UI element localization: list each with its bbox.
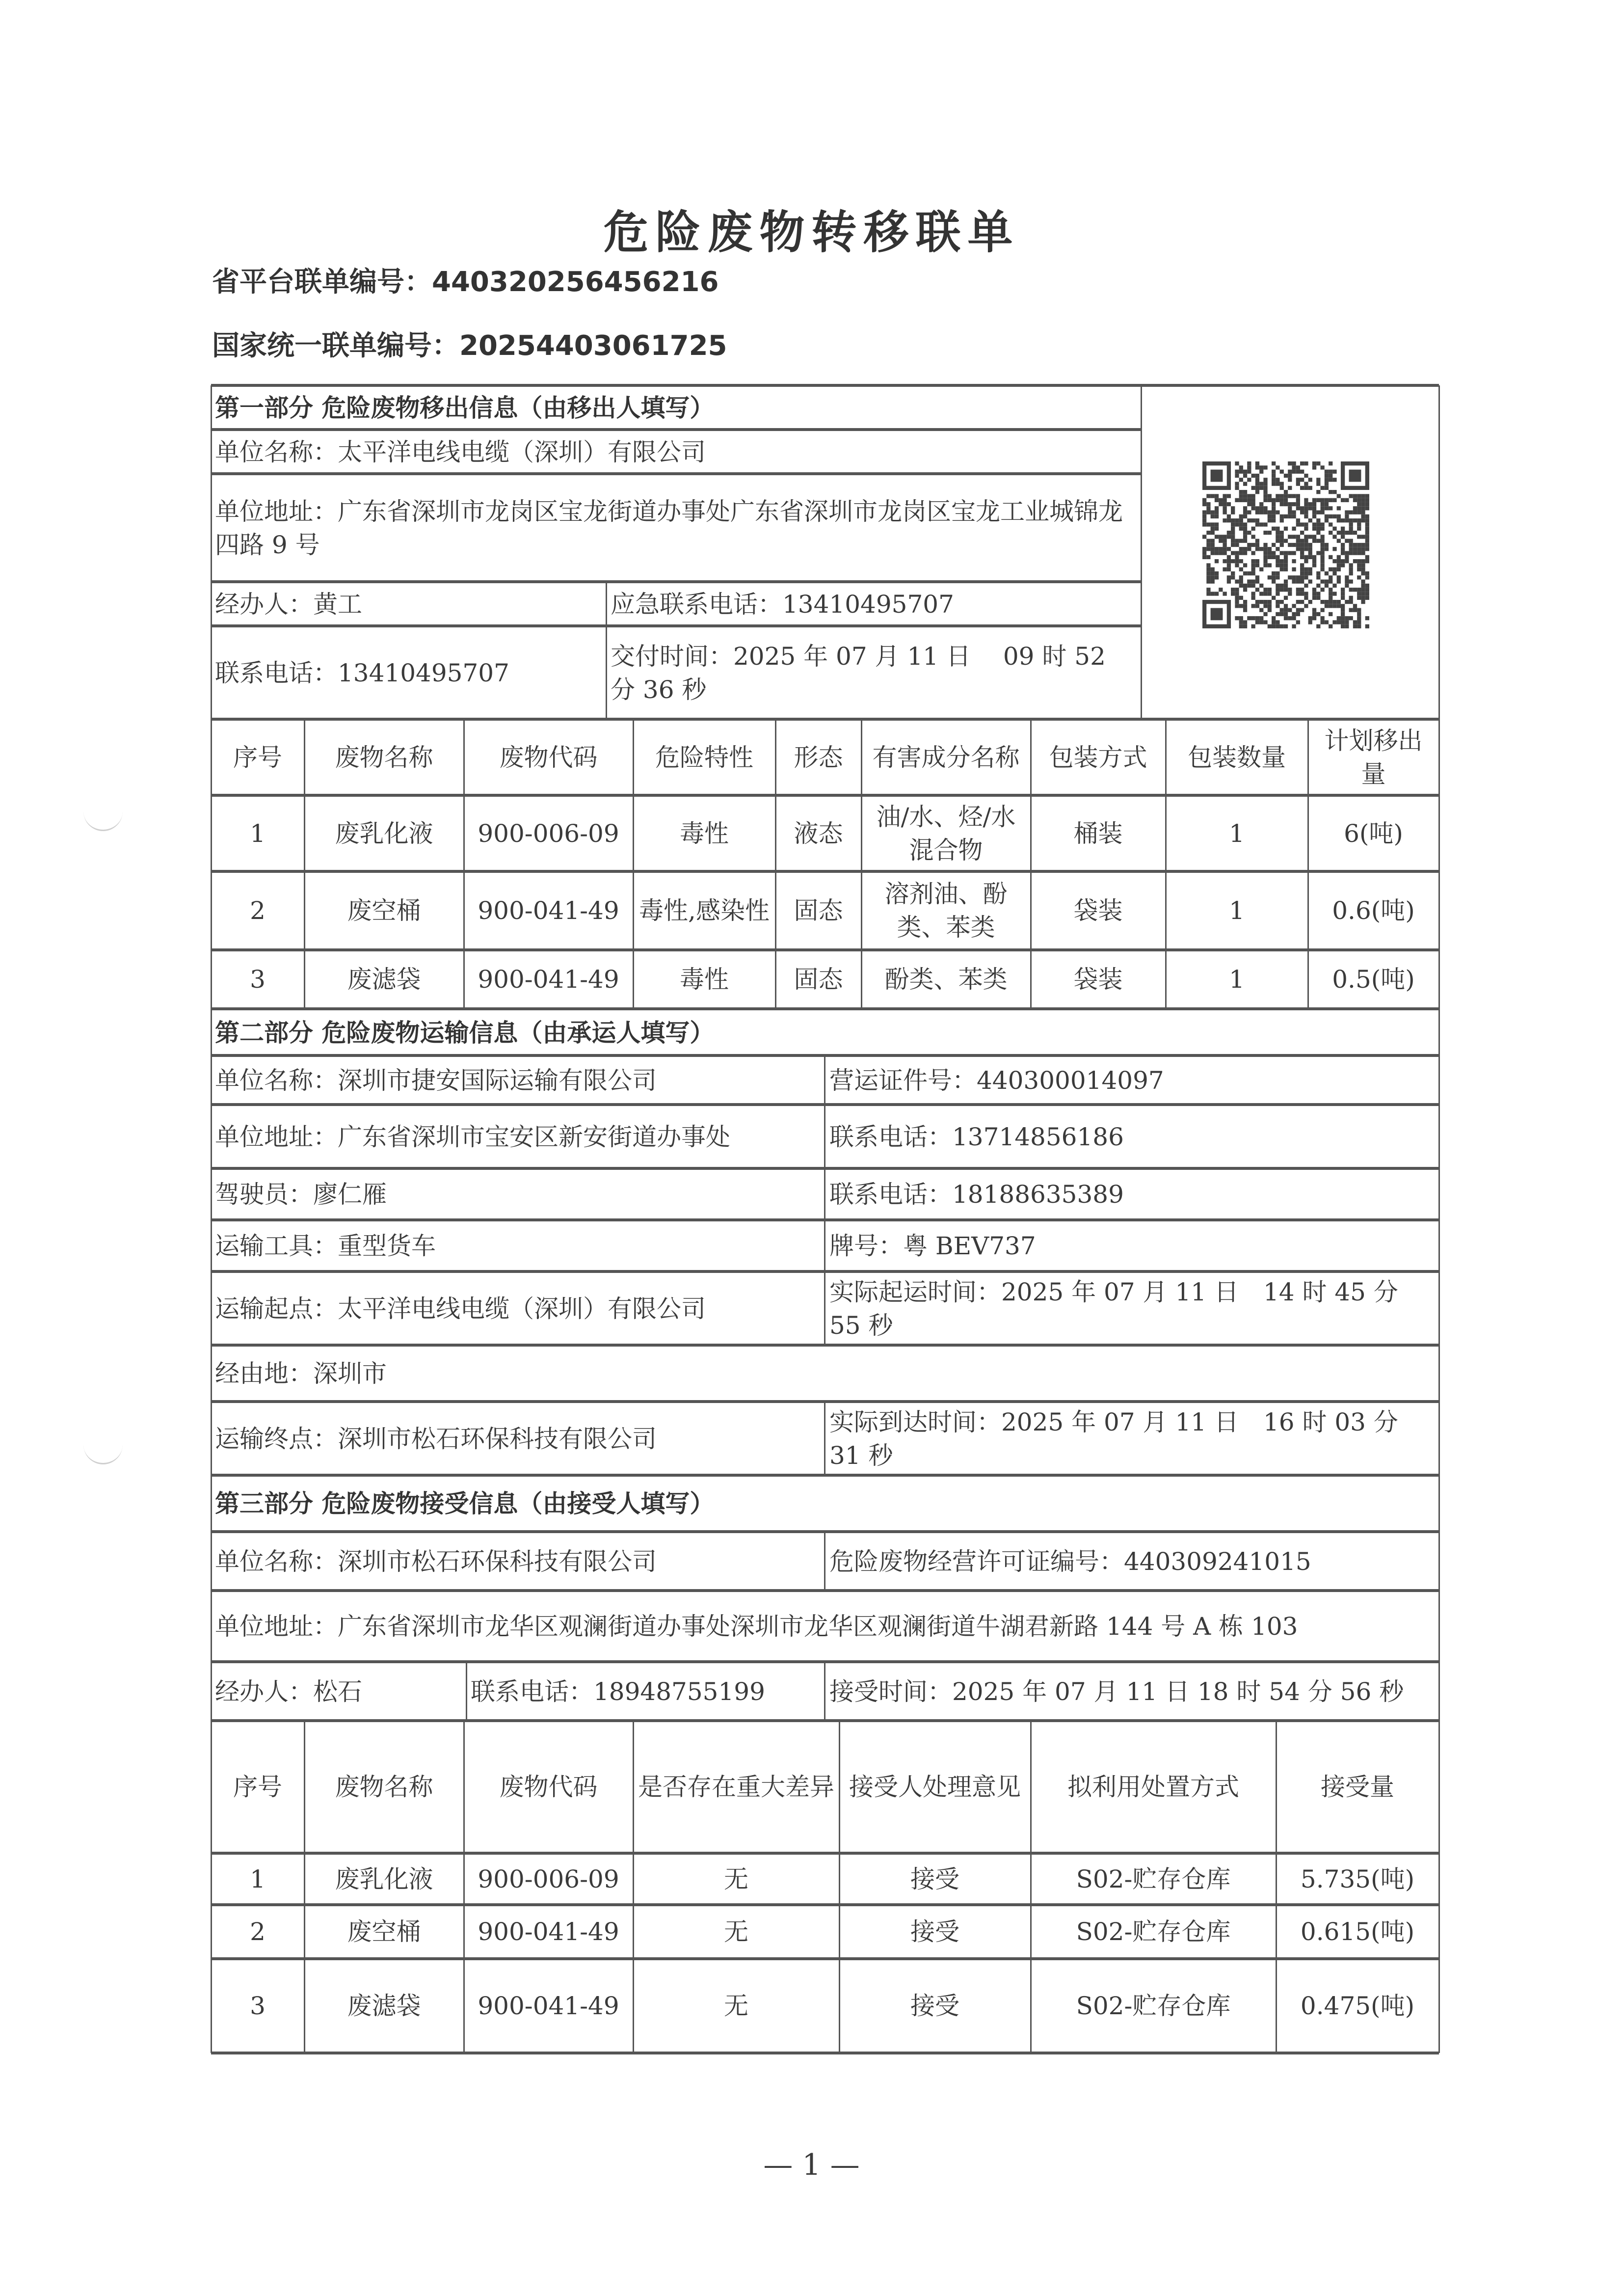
- part1-cell: 废空桶: [347, 896, 421, 925]
- national-form-number: 国家统一联单编号：20254403061725: [212, 330, 727, 362]
- part3-unit-name: 单位名称：深圳市松石环保科技有限公司: [215, 1547, 657, 1576]
- table-rule: [211, 870, 1439, 873]
- part3-cell: S02-贮存仓库: [1076, 1992, 1231, 2020]
- table-rule: [775, 719, 776, 1009]
- part2-origin: 运输起点：太平洋电线电缆（深圳）有限公司: [215, 1294, 706, 1323]
- part1-cell: 900-041-49: [478, 965, 619, 994]
- part1-cell: 900-006-09: [478, 819, 619, 848]
- table-rule: [606, 582, 607, 719]
- part1-header-cell: 危险特性: [655, 743, 753, 772]
- part1-header-cell: 形态: [794, 743, 843, 772]
- table-rule: [463, 1721, 465, 2053]
- part1-cell: 1: [250, 819, 266, 848]
- part3-cell: 接受: [910, 1992, 959, 2020]
- part3-cell: 废滤袋: [347, 1992, 421, 2020]
- part2-driver: 驾驶员：廖仁雁: [215, 1180, 387, 1209]
- part3-cell: 2: [250, 1918, 266, 1946]
- part3-cell: 900-006-09: [478, 1864, 619, 1893]
- part3-cell: 无: [724, 1992, 748, 2020]
- part3-receive-time: 接受时间：2025 年 07 月 11 日 18 时 54 分 56 秒: [829, 1677, 1404, 1706]
- part1-cell: 废乳化液: [335, 819, 433, 848]
- part1-cell: 毒性: [680, 965, 729, 994]
- part3-cell: 3: [250, 1992, 266, 2020]
- qr-code-icon: [1202, 461, 1369, 628]
- part3-cell: 废空桶: [347, 1918, 421, 1946]
- part2-via: 经由地：深圳市: [215, 1359, 387, 1388]
- table-rule: [211, 948, 1439, 951]
- part1-phone: 联系电话：13410495707: [215, 658, 509, 687]
- table-rule: [211, 1903, 1439, 1906]
- part3-unit-address: 单位地址：广东省深圳市龙华区观澜街道办事处深圳市龙华区观澜街道牛湖君新路 144 号 A 栋 103: [215, 1612, 1298, 1641]
- part3-license-no: 危险废物经营许可证编号：440309241015: [829, 1547, 1311, 1576]
- part1-cell: 6(吨): [1344, 819, 1403, 848]
- part3-header-cell: 是否存在重大差异: [638, 1773, 834, 1801]
- table-rule: [211, 1852, 1439, 1855]
- provincial-form-number: 省平台联单编号：440320256456216: [212, 266, 719, 298]
- part1-emergency-phone: 应急联系电话：13410495707: [611, 590, 954, 619]
- part3-header-cell: 废物名称: [335, 1773, 433, 1801]
- part1-header-cell: 废物代码: [499, 743, 598, 772]
- part2-license-no: 营运证件号：440300014097: [829, 1066, 1164, 1095]
- part2-vehicle: 运输工具：重型货车: [215, 1232, 436, 1260]
- part2-unit-name: 单位名称：深圳市捷安国际运输有限公司: [215, 1066, 657, 1095]
- document-title: 危险废物转移联单: [603, 206, 1020, 259]
- part3-cell: 接受: [910, 1918, 959, 1946]
- part2-destination: 运输终点：深圳市松石环保科技有限公司: [215, 1424, 657, 1453]
- part3-cell: 废乳化液: [335, 1864, 433, 1893]
- part1-cell: 1: [1229, 819, 1245, 848]
- part1-cell: 袋装: [1073, 896, 1123, 925]
- part1-cell: 0.6(吨): [1332, 896, 1415, 925]
- punch-hole-mark: [83, 1438, 123, 1464]
- table-rule: [861, 719, 862, 1009]
- part1-header-cell: 包装方式: [1049, 743, 1147, 772]
- part1-header-cell: 有害成分名称: [872, 743, 1020, 772]
- part1-cell: 废滤袋: [347, 965, 421, 994]
- table-rule: [1141, 385, 1142, 719]
- part3-cell: 900-041-49: [478, 1992, 619, 2020]
- table-rule: [1030, 1721, 1032, 2053]
- part1-cell: 0.5(吨): [1332, 965, 1415, 994]
- page-number: — 1 —: [763, 2148, 860, 2182]
- part1-cell: 液态: [794, 819, 843, 848]
- part3-header-cell: 接受量: [1321, 1773, 1394, 1801]
- table-rule: [1276, 1721, 1277, 2053]
- part3-cell: 接受: [910, 1864, 959, 1893]
- part2-heading: 第二部分 危险废物运输信息（由承运人填写）: [215, 1019, 715, 1047]
- part1-cell: 油/水、烃/水混合物: [876, 802, 1016, 864]
- part3-cell: 5.735(吨): [1300, 1864, 1415, 1893]
- part3-header-cell: 接受人处理意见: [849, 1773, 1021, 1801]
- part2-plate: 牌号：粤 BEV737: [829, 1232, 1036, 1260]
- part1-cell: 溶剂油、酚类、苯类: [884, 880, 1008, 942]
- table-rule: [466, 1662, 467, 1721]
- part1-header-cell: 序号: [233, 743, 282, 772]
- table-rule: [1307, 719, 1309, 1009]
- table-rule: [633, 719, 634, 1009]
- part1-cell: 袋装: [1073, 965, 1123, 994]
- part3-cell: 无: [724, 1918, 748, 1946]
- part2-unit-phone: 联系电话：13714856186: [829, 1122, 1124, 1151]
- part3-phone: 联系电话：18948755199: [471, 1677, 765, 1706]
- part3-cell: 无: [724, 1864, 748, 1893]
- part1-cell: 固态: [794, 965, 843, 994]
- part3-cell: 900-041-49: [478, 1918, 619, 1946]
- part3-header-cell: 序号: [233, 1773, 282, 1801]
- part1-header-cell: 包装数量: [1188, 743, 1286, 772]
- table-rule: [211, 1957, 1439, 1960]
- part3-header-cell: 拟利用处置方式: [1067, 1773, 1239, 1801]
- table-rule: [824, 1532, 825, 1591]
- part1-cell: 毒性,感染性: [639, 896, 770, 925]
- part1-cell: 900-041-49: [478, 896, 619, 925]
- part3-heading: 第三部分 危险废物接受信息（由接受人填写）: [215, 1489, 715, 1518]
- part1-header-cell: 计划移出量: [1324, 726, 1423, 788]
- part1-cell: 3: [250, 965, 266, 994]
- table-rule: [463, 719, 465, 1009]
- part1-cell: 固态: [794, 896, 843, 925]
- part3-cell: 0.475(吨): [1300, 1992, 1415, 2020]
- part3-header-cell: 废物代码: [499, 1773, 598, 1801]
- part2-start-time: 实际起运时间：2025 年 07 月 11 日 14 时 45 分 55 秒: [829, 1277, 1398, 1340]
- table-rule: [633, 1721, 634, 2053]
- part2-unit-address: 单位地址：广东省深圳市宝安区新安街道办事处: [215, 1122, 730, 1151]
- part1-cell: 1: [1229, 896, 1245, 925]
- part1-cell: 毒性: [680, 819, 729, 848]
- part1-unit-name: 单位名称：太平洋电线电缆（深圳）有限公司: [215, 438, 706, 466]
- table-rule: [211, 794, 1439, 797]
- punch-hole-mark: [83, 805, 123, 831]
- part3-cell: S02-贮存仓库: [1076, 1918, 1231, 1946]
- part1-handler: 经办人：黄工: [215, 590, 362, 619]
- part1-heading: 第一部分 危险废物移出信息（由移出人填写）: [215, 394, 715, 422]
- table-rule: [211, 2052, 1439, 2054]
- table-rule: [304, 1721, 305, 2053]
- table-rule: [1030, 719, 1032, 1009]
- table-rule: [824, 1402, 825, 1475]
- part2-arrival-time: 实际到达时间：2025 年 07 月 11 日 16 时 03 分 31 秒: [829, 1407, 1398, 1470]
- part1-cell: 桶装: [1073, 819, 1123, 848]
- part3-cell: S02-贮存仓库: [1076, 1864, 1231, 1893]
- part1-cell: 1: [1229, 965, 1245, 994]
- part1-header-cell: 废物名称: [335, 743, 433, 772]
- part1-unit-address: 单位地址：广东省深圳市龙岗区宝龙街道办事处广东省深圳市龙岗区宝龙工业城锦龙四路 9 号: [215, 497, 1123, 559]
- part2-driver-phone: 联系电话：18188635389: [829, 1180, 1124, 1209]
- table-rule: [824, 1662, 825, 1721]
- part3-cell: 1: [250, 1864, 266, 1893]
- table-rule: [839, 1721, 840, 2053]
- table-rule: [304, 719, 305, 1009]
- part1-delivery-time: 交付时间：2025 年 07 月 11 日 09 时 52 分 36 秒: [611, 642, 1106, 704]
- part3-handler: 经办人：松石: [215, 1677, 362, 1706]
- part1-cell: 2: [250, 896, 266, 925]
- table-rule: [1165, 719, 1167, 1009]
- table-rule: [824, 1055, 825, 1345]
- part3-cell: 0.615(吨): [1300, 1918, 1415, 1946]
- part1-cell: 酚类、苯类: [884, 965, 1008, 994]
